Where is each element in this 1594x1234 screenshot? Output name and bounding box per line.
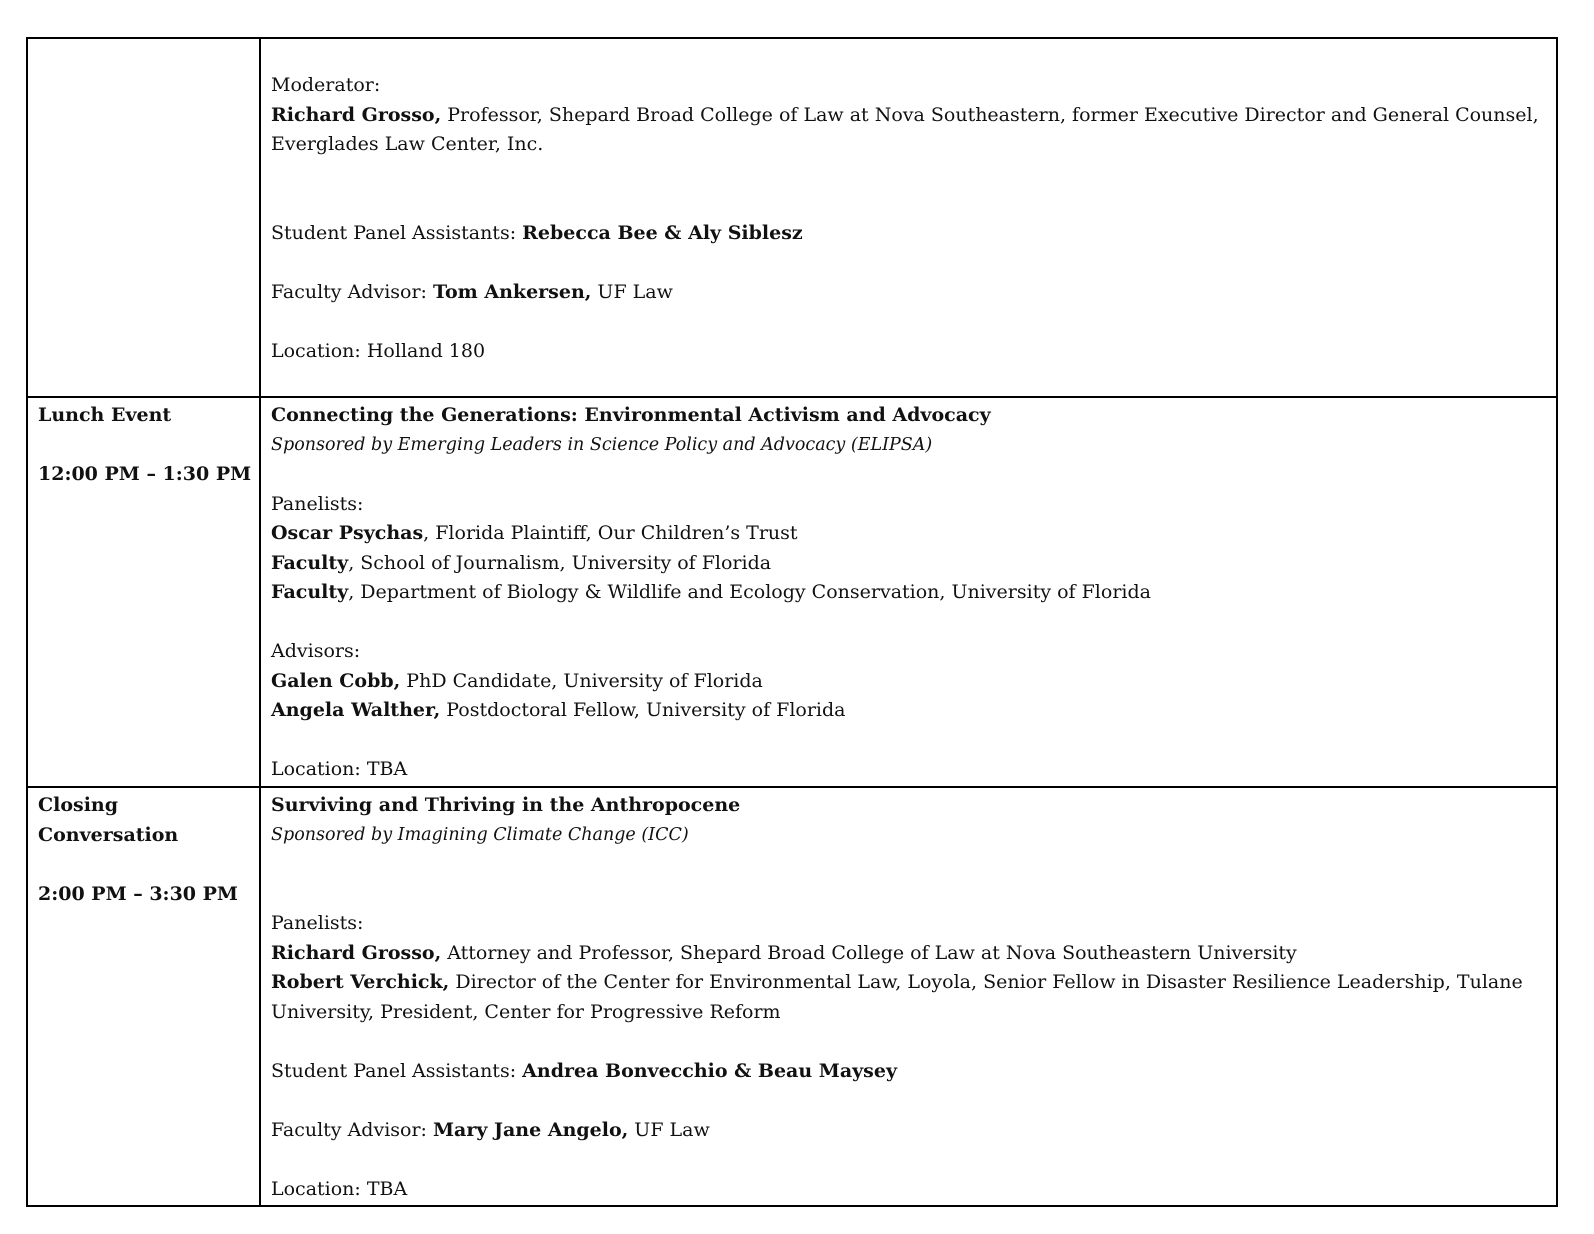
faculty-advisor-label: Faculty Advisor:	[271, 1118, 433, 1141]
advisor-desc: PhD Candidate, University of Florida	[400, 669, 763, 692]
session-title: Connecting the Generations: Environmental Activism and Advocacy	[271, 404, 991, 426]
student-assistants-label: Student Panel Assistants:	[271, 1059, 523, 1082]
panelist-name: Oscar Psychas	[271, 522, 424, 544]
row-1-label-cell	[27, 38, 260, 397]
panelist-entry	[271, 939, 1548, 969]
row-1-details-cell	[260, 38, 1557, 397]
student-assistants	[271, 219, 1548, 249]
schedule-row-moderator	[27, 38, 1557, 397]
faculty-advisor-name: Mary Jane Angelo,	[433, 1118, 629, 1141]
panelist-entry	[271, 578, 1548, 608]
event-label-line-1: Closing	[38, 794, 119, 816]
student-assistants-label: Student Panel Assistants:	[271, 221, 523, 244]
panelist-name: Faculty	[271, 551, 349, 574]
session-sponsor: Sponsored by Emerging Leaders in Science Policy and Advocacy (ELIPSA)	[271, 434, 933, 455]
location: Location: Holland 180	[271, 339, 486, 362]
faculty-advisor-org: UF Law	[628, 1118, 710, 1141]
location: Location: TBA	[271, 1177, 408, 1200]
advisor-entry	[271, 667, 1548, 697]
panelist-desc: , School of Journalism, University of Florida	[348, 551, 772, 574]
faculty-advisor-label: Faculty Advisor:	[271, 280, 433, 303]
faculty-advisor	[271, 1116, 1548, 1146]
event-time: 2:00 PM – 3:30 PM	[38, 882, 238, 905]
row-2-label-cell	[27, 397, 260, 787]
panelist-desc: Director of the Center for Environmental Law, Loyola, Senior Fellow in Disaster Resilience Leadership, Tulane University, President, Center for Progressive Reform	[271, 971, 1523, 1023]
event-time: 12:00 PM – 1:30 PM	[38, 463, 252, 485]
event-label-line-2: Conversation	[38, 823, 179, 846]
event-label: Lunch Event	[38, 404, 172, 426]
advisor-name: Angela Walther,	[271, 699, 441, 721]
advisor-desc: Postdoctoral Fellow, University of Florida	[440, 699, 846, 721]
schedule-row-lunch	[27, 397, 1557, 787]
student-assistants-names: Rebecca Bee & Aly Siblesz	[522, 221, 803, 244]
moderator-label: Moderator:	[271, 74, 381, 96]
advisors-label: Advisors:	[271, 640, 361, 662]
panelist-name: Faculty	[271, 581, 349, 603]
location: Location: TBA	[271, 758, 408, 780]
panelist-entry	[271, 549, 1548, 579]
panelists-label: Panelists:	[271, 912, 364, 934]
advisor-name: Galen Cobb,	[271, 669, 401, 692]
panelist-name: Robert Verchick,	[271, 971, 450, 993]
schedule-table	[26, 37, 1558, 1207]
moderator-entry	[271, 101, 1548, 160]
faculty-advisor-name: Tom Ankersen,	[433, 280, 592, 303]
moderator-name: Richard Grosso,	[271, 103, 442, 126]
panelist-entry	[271, 968, 1548, 1027]
moderator-desc: Professor, Shepard Broad College of Law at Nova Southeastern, former Executive Director and General Counsel, Everglades Law Center, Inc.	[271, 103, 1539, 155]
faculty-advisor	[271, 278, 1548, 308]
row-3-details-cell	[260, 787, 1557, 1206]
panelist-entry	[271, 519, 1548, 549]
panelist-desc: , Florida Plaintiff, Our Children’s Trust	[423, 522, 798, 544]
panelist-name: Richard Grosso,	[271, 941, 442, 964]
panelist-desc: , Department of Biology & Wildlife and Ecology Conservation, University of Florida	[348, 581, 1151, 603]
student-assistants	[271, 1057, 1548, 1087]
advisor-entry	[271, 696, 1548, 726]
panelists-label: Panelists:	[271, 492, 364, 515]
session-sponsor: Sponsored by Imagining Climate Change (ICC)	[271, 824, 689, 845]
row-3-label-cell	[27, 787, 260, 1206]
student-assistants-names: Andrea Bonvecchio & Beau Maysey	[522, 1059, 898, 1082]
row-2-details-cell	[260, 397, 1557, 787]
session-title: Surviving and Thriving in the Anthropocene	[271, 794, 741, 816]
panelist-desc: Attorney and Professor, Shepard Broad College of Law at Nova Southeastern University	[441, 941, 1297, 964]
faculty-advisor-org: UF Law	[591, 280, 673, 303]
schedule-row-closing	[27, 787, 1557, 1206]
